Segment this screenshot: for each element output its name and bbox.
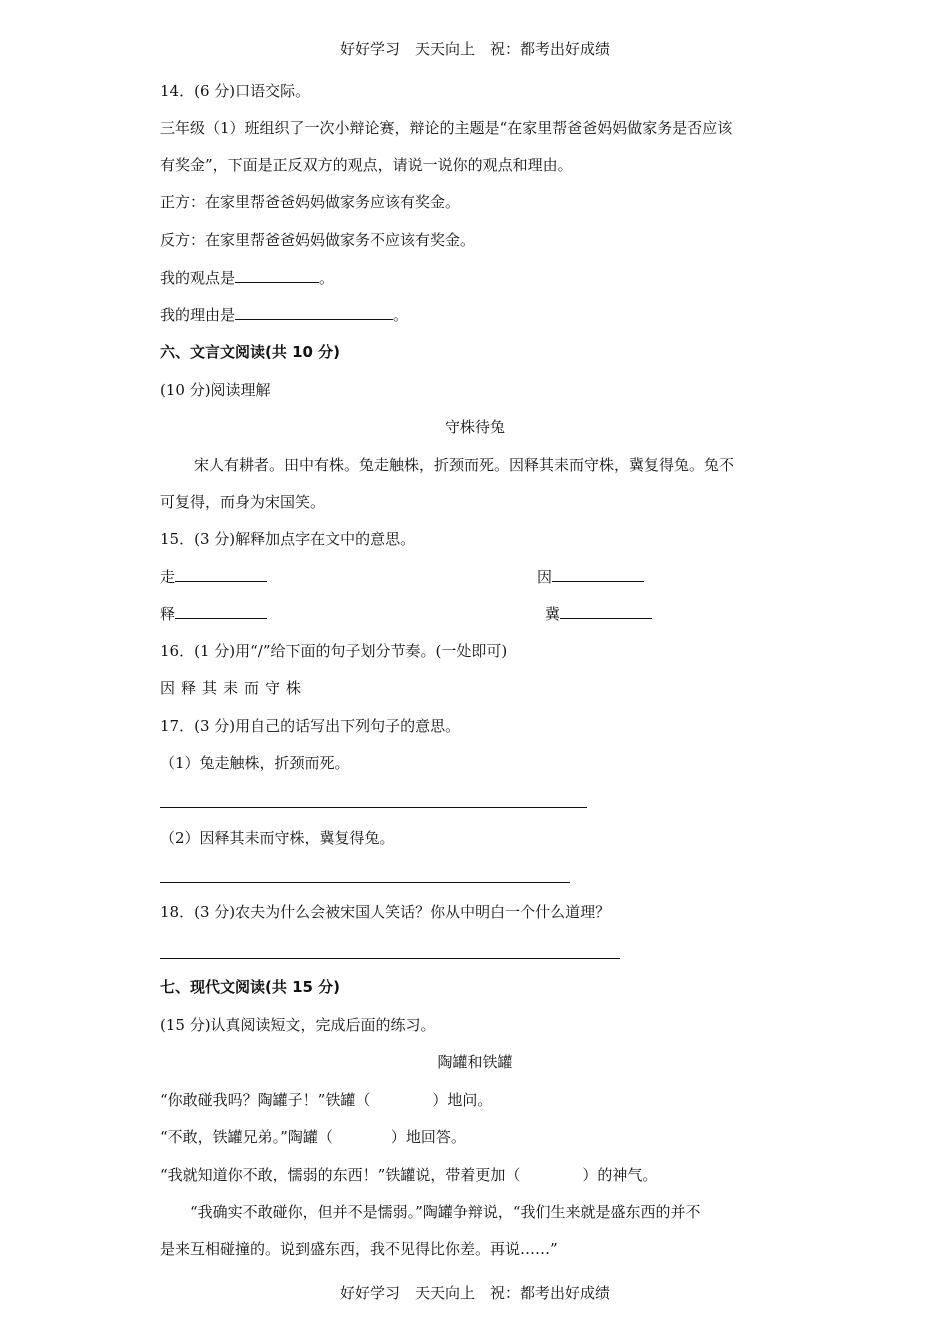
page-footer: 好好学习 天天向上 祝：都考出好成绩 xyxy=(339,1284,610,1302)
q14-reason-line xyxy=(160,305,408,325)
q18-title: 18．(3 分)农夫为什么会被宋国人笑话？你从中明白一个什么道理？ xyxy=(160,903,611,921)
view-end: 。 xyxy=(319,269,335,287)
passage-line1: 宋人有耕者。田中有株。兔走触株，折颈而死。因释其耒而守株，冀复得兔。兔不 xyxy=(194,456,735,474)
char-shi: 释 xyxy=(160,605,176,623)
blank-yin[interactable] xyxy=(552,567,644,582)
q14-view-line xyxy=(160,268,334,288)
dialogue-line1-a: “你敢碰我吗？陶罐子！”铁罐（ xyxy=(160,1091,371,1109)
q16-title: 16．(1 分)用“/”给下面的句子划分节奏。(一处即可) xyxy=(160,642,508,660)
dialogue-line3-a: “我就知道你不敢，懦弱的东西！”铁罐说，带着更加（ xyxy=(160,1166,521,1184)
q14-paragraph-line1: 三年级（1）班组织了一次小辩论赛，辩论的主题是“在家里帮爸爸妈妈做家务是否应该 xyxy=(160,119,733,137)
q15-title: 15．(3 分)解释加点字在文中的意思。 xyxy=(160,530,416,548)
q17-item2: （2）因释其耒而守株，冀复得兔。 xyxy=(160,829,395,847)
q15-item-shi xyxy=(160,604,267,624)
dialogue-line1-b: ）地问。 xyxy=(432,1091,493,1109)
q15-item-yin xyxy=(537,567,644,587)
char-zou: 走 xyxy=(160,568,176,586)
section6-intro: (10 分)阅读理解 xyxy=(160,381,271,399)
q17-item1: （1）兔走触株，折颈而死。 xyxy=(160,754,350,772)
dialogue-line4: “我确实不敢碰你，但并不是懦弱。”陶罐争辩说，“我们生来就是盛东西的并不 xyxy=(190,1203,701,1221)
dialogue-line2-a: “不敢，铁罐兄弟。”陶罐（ xyxy=(160,1128,333,1146)
q17-answer-line1[interactable] xyxy=(160,807,587,808)
char-ji: 冀 xyxy=(545,605,561,623)
q17-answer-line2[interactable] xyxy=(160,882,570,883)
q17-title: 17．(3 分)用自己的话写出下列句子的意思。 xyxy=(160,717,461,735)
passage-title-shouzhu: 守株待兔 xyxy=(444,418,505,436)
dialogue-line1 xyxy=(160,1090,492,1110)
q14-con-side: 反方：在家里帮爸爸妈妈做家务不应该有奖金。 xyxy=(160,231,476,249)
dialogue-line3 xyxy=(160,1165,657,1185)
reason-blank[interactable] xyxy=(235,305,393,320)
section7-intro: (15 分)认真阅读短文，完成后面的练习。 xyxy=(160,1016,436,1034)
q15-item-ji xyxy=(545,604,652,624)
q14-title: 14．(6 分)口语交际。 xyxy=(160,82,311,100)
dialogue-line3-b: ）的神气。 xyxy=(582,1166,658,1184)
passage-title-taoguan: 陶罐和铁罐 xyxy=(437,1053,513,1071)
dialogue-line5: 是来互相碰撞的。说到盛东西，我不见得比你差。再说……” xyxy=(160,1240,558,1258)
dialogue-line2 xyxy=(160,1127,466,1147)
section6-heading: 六、文言文阅读(共 10 分) xyxy=(160,343,341,361)
blank-shi[interactable] xyxy=(175,604,267,619)
passage-line2: 可复得，而身为宋国笑。 xyxy=(160,493,326,511)
blank-ji[interactable] xyxy=(560,604,652,619)
view-blank[interactable] xyxy=(235,268,319,283)
q16-sentence: 因释其耒而守株 xyxy=(160,679,308,697)
dialogue-line2-b: ）地回答。 xyxy=(390,1128,466,1146)
q14-paragraph-line2: 有奖金”，下面是正反双方的观点，请说一说你的观点和理由。 xyxy=(160,156,573,174)
reason-label: 我的理由是 xyxy=(160,306,236,324)
page-header: 好好学习 天天向上 祝：都考出好成绩 xyxy=(339,40,610,58)
section7-heading: 七、现代文阅读(共 15 分) xyxy=(160,978,341,996)
blank-zou[interactable] xyxy=(175,567,267,582)
view-label: 我的观点是 xyxy=(160,269,236,287)
char-yin: 因 xyxy=(537,568,553,586)
reason-end: 。 xyxy=(393,306,409,324)
q14-pro-side: 正方：在家里帮爸爸妈妈做家务应该有奖金。 xyxy=(160,193,461,211)
q15-item-zou xyxy=(160,567,267,587)
q18-answer-line[interactable] xyxy=(160,958,620,959)
